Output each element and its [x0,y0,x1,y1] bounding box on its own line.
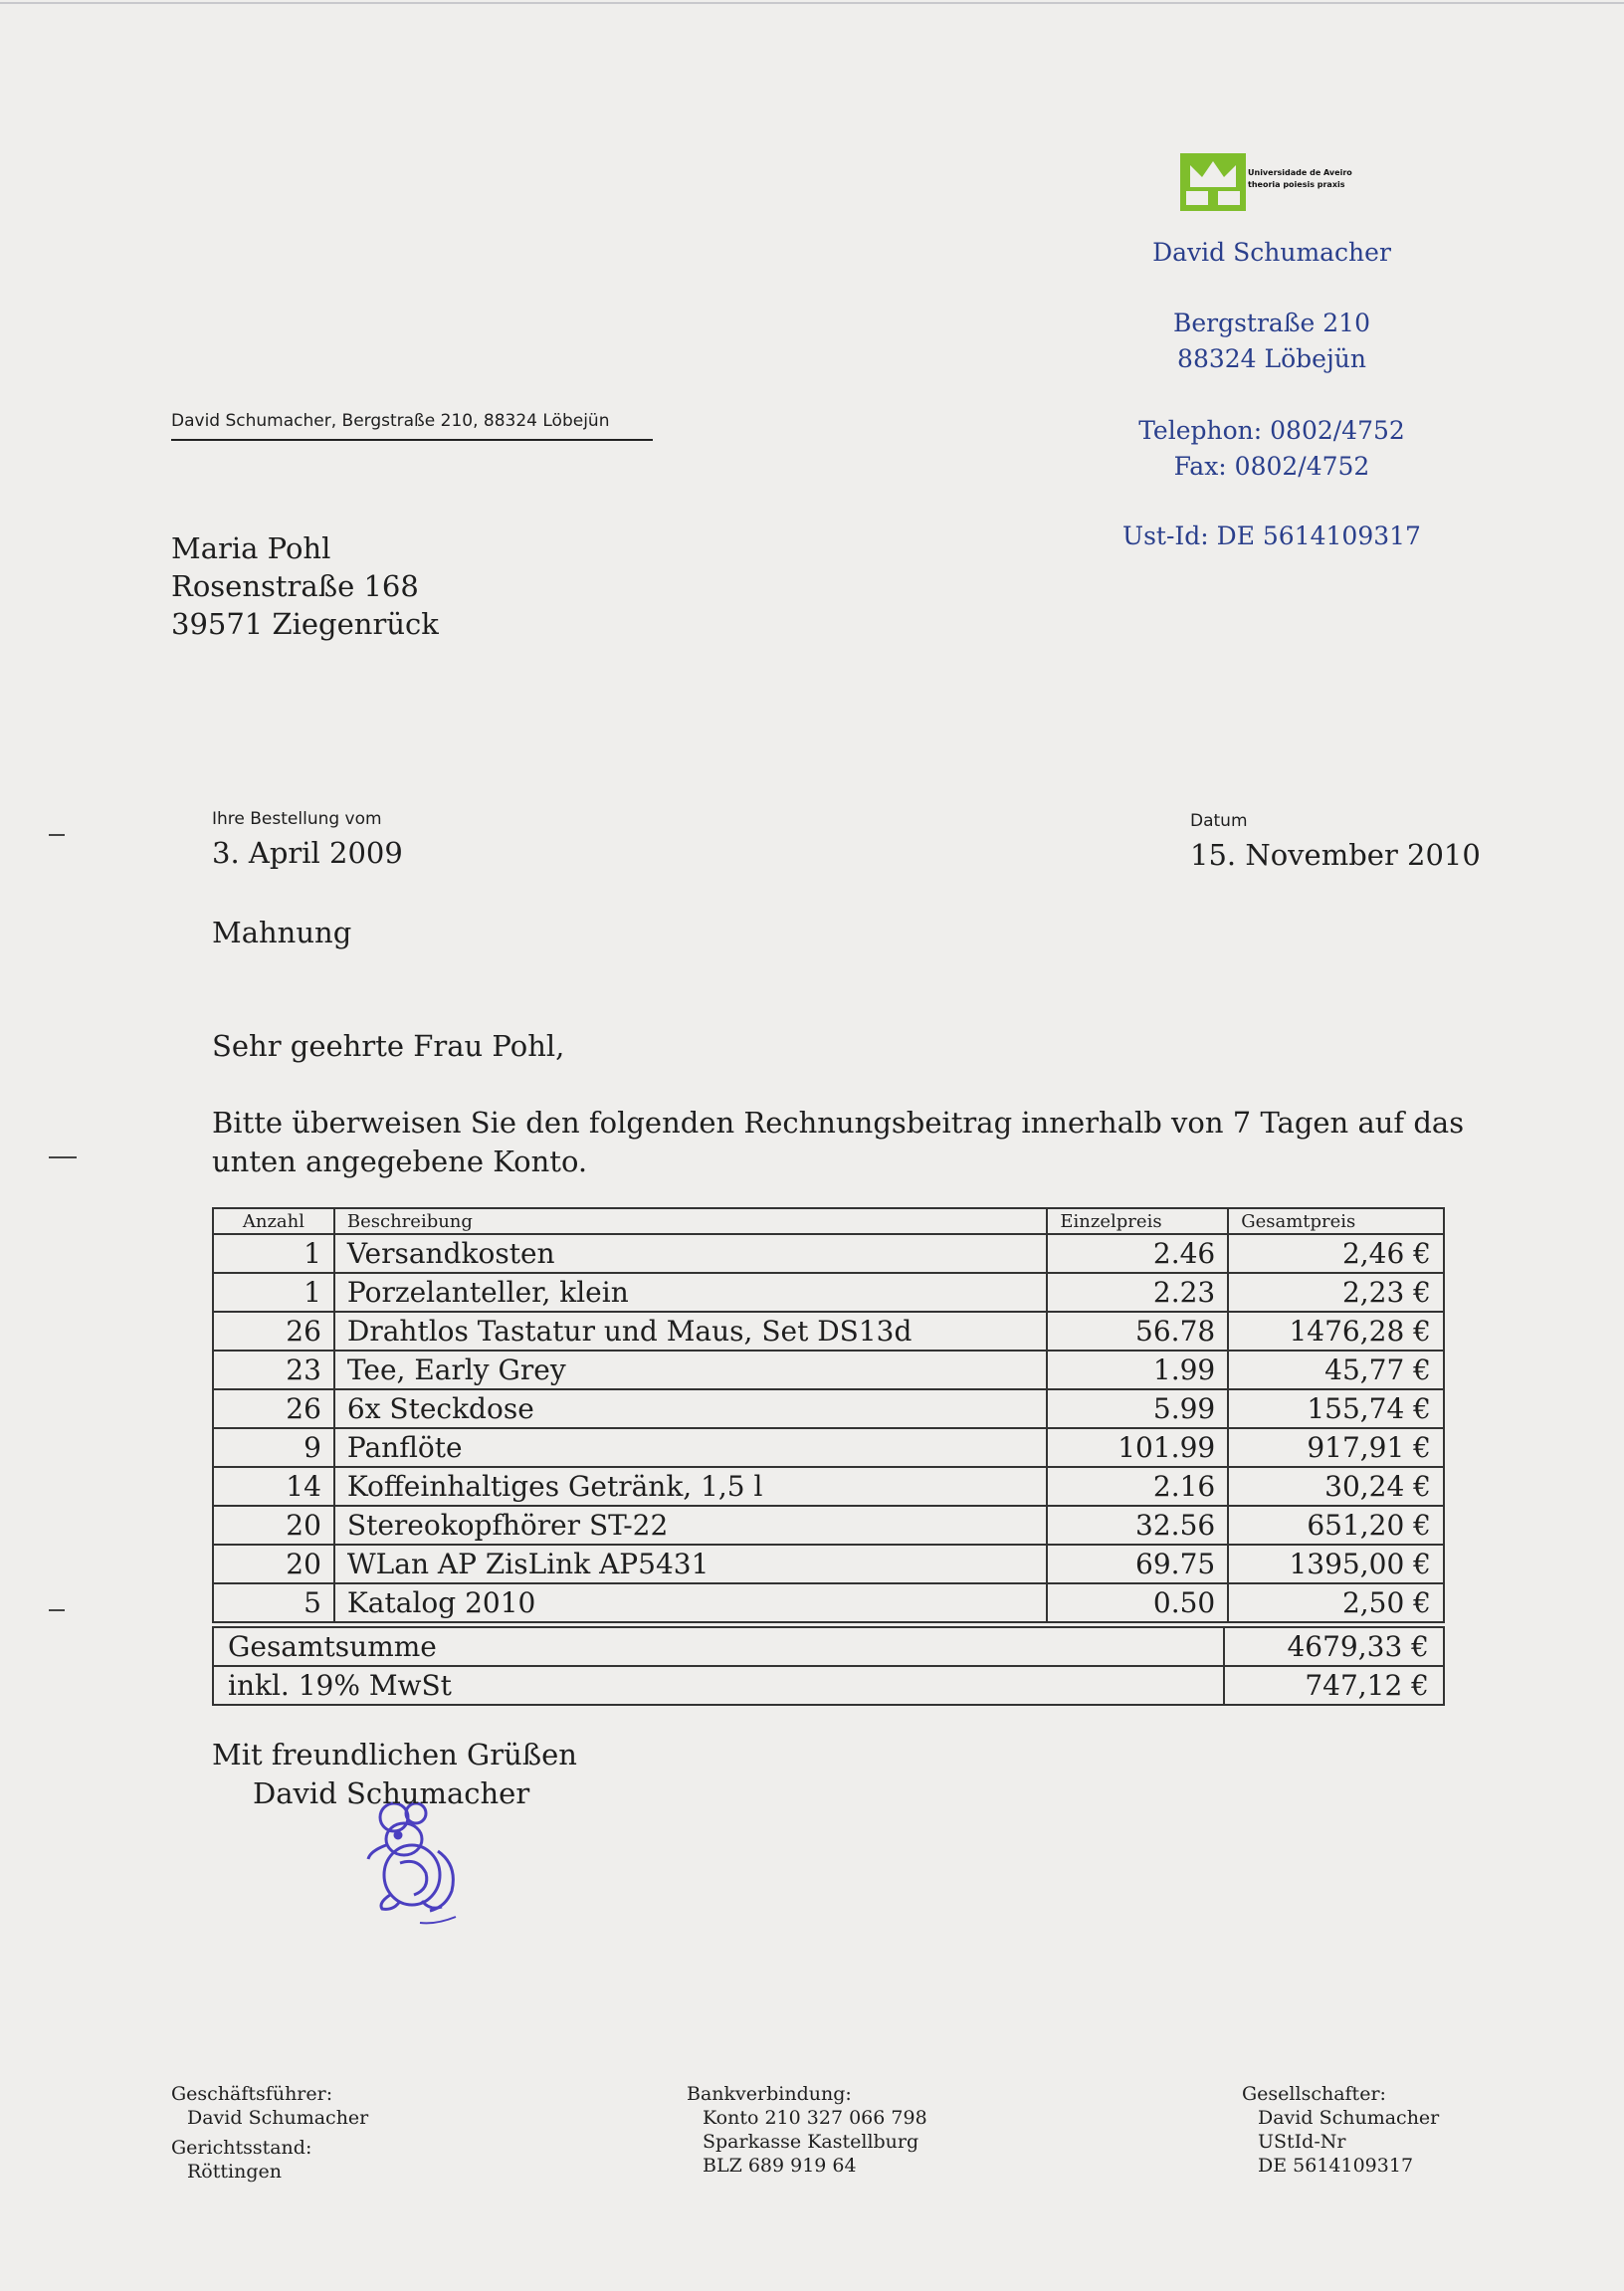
cell-description: Stereokopfhörer ST-22 [334,1506,1048,1545]
fold-mark-bottom [49,1609,65,1611]
cell-unit-price: 32.56 [1047,1506,1228,1545]
totals-table [212,1626,1445,1706]
table-row [213,1428,1444,1467]
footer-partner-title: Gesellschafter: [1242,2083,1386,2105]
letterhead-street: Bergstraße 210 [1172,309,1370,337]
signature-name: David Schumacher [253,1776,530,1810]
cell-unit-price: 5.99 [1047,1389,1228,1428]
footer-managing-director-title: Geschäftsführer: [171,2083,333,2105]
cell-quantity: 14 [213,1467,334,1506]
table-row [213,1351,1444,1389]
total-label: Gesamtsumme [213,1627,1224,1666]
order-date: 3. April 2009 [212,836,403,870]
footer-left [171,2082,368,2184]
cell-quantity: 5 [213,1583,334,1622]
footer-bank-name: Sparkasse Kastellburg [703,2131,919,2153]
table-row [213,1234,1444,1273]
cell-description: Panflöte [334,1428,1048,1467]
letterhead-fax: Fax: 0802/4752 [1173,452,1370,481]
cell-unit-price: 1.99 [1047,1351,1228,1389]
recipient-address [171,529,439,643]
subject: Mahnung [212,916,352,949]
footer-bank-account: Konto 210 327 066 798 [703,2107,927,2129]
vat-row [213,1666,1444,1705]
letterhead-name: David Schumacher [1152,238,1391,267]
recipient-street: Rosenstraße 168 [171,569,419,603]
cell-total-price: 1476,28 € [1228,1312,1444,1351]
footer-court: Röttingen [187,2161,282,2183]
cell-description: 6x Steckdose [334,1389,1048,1428]
table-header-row [213,1208,1444,1234]
table-row [213,1506,1444,1545]
cell-unit-price: 2.23 [1047,1273,1228,1312]
table-row [213,1545,1444,1583]
cell-total-price: 917,91 € [1228,1428,1444,1467]
cell-unit-price: 2.16 [1047,1467,1228,1506]
table-row [213,1273,1444,1312]
footer-managing-director: David Schumacher [187,2107,369,2129]
letterhead-vat-id: Ust-Id: DE 5614109317 [1122,521,1421,550]
footer-bank-code: BLZ 689 919 64 [703,2155,857,2177]
cell-description: Tee, Early Grey [334,1351,1048,1389]
cell-total-price: 2,50 € [1228,1583,1444,1622]
salutation: Sehr geehrte Frau Pohl, [212,1029,565,1063]
cell-total-price: 155,74 € [1228,1389,1444,1428]
cell-quantity: 1 [213,1234,334,1273]
table-row [213,1467,1444,1506]
cell-unit-price: 69.75 [1047,1545,1228,1583]
cell-quantity: 20 [213,1545,334,1583]
mouse-stamp-signature [360,1799,480,1933]
total-value: 4679,33 € [1224,1627,1444,1666]
table-row [213,1312,1444,1351]
cell-unit-price: 0.50 [1047,1583,1228,1622]
logo-caption-line-2: theoria poiesis praxis [1248,180,1345,189]
header-description: Beschreibung [334,1208,1048,1234]
closing: Mit freundlichen Grüßen [212,1738,577,1771]
logo-caption-line-1: Universidade de Aveiro [1248,168,1352,177]
cell-quantity: 20 [213,1506,334,1545]
cell-quantity: 26 [213,1312,334,1351]
cell-quantity: 23 [213,1351,334,1389]
footer-partner-name: David Schumacher [1258,2107,1440,2129]
body-line-2: unten angegebene Konto. [212,1145,588,1178]
cell-description: WLan AP ZisLink AP5431 [334,1545,1048,1583]
return-address: David Schumacher, Bergstraße 210, 88324 Löbejün [171,411,653,441]
cell-total-price: 1395,00 € [1228,1545,1444,1583]
cell-unit-price: 56.78 [1047,1312,1228,1351]
university-logo-icon [1180,153,1246,215]
cell-total-price: 2,23 € [1228,1273,1444,1312]
cell-quantity: 26 [213,1389,334,1428]
fold-mark-top [49,834,65,836]
total-row [213,1627,1444,1666]
header-total-price: Gesamtpreis [1228,1208,1444,1234]
footer-vat-number: DE 5614109317 [1258,2155,1414,2177]
footer-center [687,2082,927,2178]
cell-quantity: 1 [213,1273,334,1312]
letterhead-phone: Telephon: 0802/4752 [1138,416,1405,445]
cell-total-price: 30,24 € [1228,1467,1444,1506]
recipient-name: Maria Pohl [171,531,331,565]
cell-description: Drahtlos Tastatur und Maus, Set DS13d [334,1312,1048,1351]
letter-date-label: Datum [1190,811,1248,831]
cell-unit-price: 101.99 [1047,1428,1228,1467]
cell-total-price: 45,77 € [1228,1351,1444,1389]
page-top-edge [0,2,1624,4]
cell-total-price: 651,20 € [1228,1506,1444,1545]
logo-caption [1248,167,1352,191]
order-date-label: Ihre Bestellung vom [212,809,382,829]
punch-mark-center [49,1156,77,1158]
cell-description: Porzelanteller, klein [334,1273,1048,1312]
body-line-1: Bitte überweisen Sie den folgenden Rechnungsbeitrag innerhalb von 7 Tagen auf das [212,1106,1465,1140]
cell-unit-price: 2.46 [1047,1234,1228,1273]
letter-date: 15. November 2010 [1190,838,1481,872]
cell-description: Koffeinhaltiges Getränk, 1,5 l [334,1467,1048,1506]
header-quantity: Anzahl [213,1208,334,1234]
footer-vat-label: UStId-Nr [1258,2131,1346,2153]
table-row [213,1389,1444,1428]
cell-quantity: 9 [213,1428,334,1467]
footer-right [1242,2082,1439,2178]
footer-bank-title: Bankverbindung: [687,2083,852,2105]
letterhead-city: 88324 Löbejün [1177,344,1366,373]
table-row [213,1583,1444,1622]
vat-label: inkl. 19% MwSt [213,1666,1224,1705]
vat-value: 747,12 € [1224,1666,1444,1705]
cell-description: Versandkosten [334,1234,1048,1273]
header-unit-price: Einzelpreis [1047,1208,1228,1234]
footer-court-title: Gerichtsstand: [171,2137,312,2159]
invoice-table [212,1207,1445,1623]
cell-total-price: 2,46 € [1228,1234,1444,1273]
cell-description: Katalog 2010 [334,1583,1048,1622]
recipient-city: 39571 Ziegenrück [171,607,439,641]
